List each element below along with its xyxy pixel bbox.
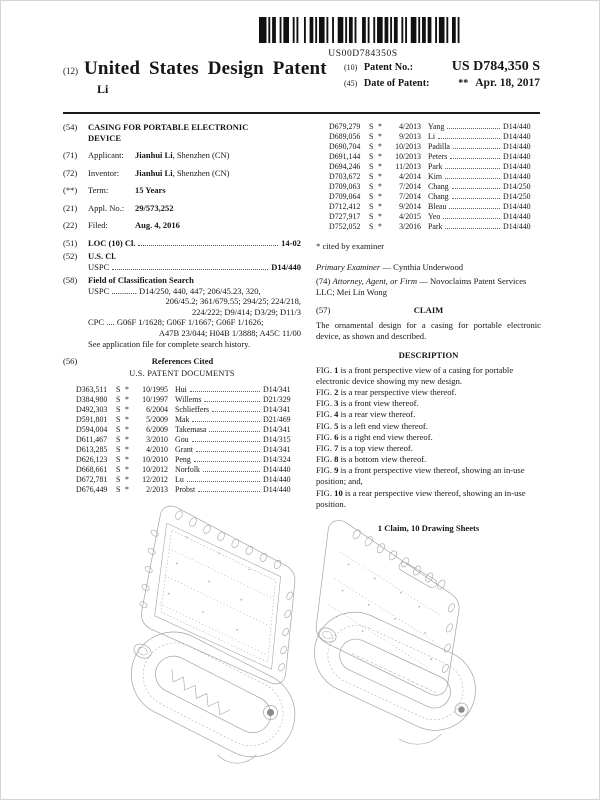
filed-row [63, 220, 301, 231]
ref-num: D712,412 [329, 202, 361, 212]
ref-class: D14/250 [503, 192, 531, 202]
figure-description: FIG. 5 is a left end view thereof. [316, 420, 428, 431]
ref-num: D613,285 [76, 444, 108, 454]
ref-kind: S [116, 454, 121, 464]
ref-date: 12/2012 [142, 475, 168, 485]
ref-class: D14/440 [503, 202, 531, 212]
ref-kind: S [116, 485, 121, 495]
figure-description: FIG. 1 is a front perspective view of a casing for portable electronic device showing my new design. [316, 364, 514, 386]
ref-star: * [125, 485, 129, 495]
figure-prefix: FIG. [316, 465, 335, 476]
ref-kind: S [116, 414, 121, 424]
ref-star: * [125, 404, 129, 414]
primary-examiner-line [316, 262, 541, 273]
ref-kind: S [369, 132, 374, 142]
inventor-location: , Shenzhen (CN) [172, 167, 230, 178]
ref-name: Chang [428, 192, 449, 202]
barcode-svg [259, 17, 467, 43]
ref-star: * [378, 222, 382, 232]
ref-star: * [125, 424, 129, 434]
figure-description: FIG. 6 is a right end view thereof. [316, 431, 433, 442]
figure-prefix: FIG. [316, 398, 335, 409]
uspc-value: D14/440 [271, 261, 301, 272]
ref-num: D626,123 [76, 454, 108, 464]
field-search-line: 206/45.2; 361/679.55; 294/25; 224/218, [165, 296, 301, 307]
figure-number: 9 [334, 465, 339, 476]
references-heading-row [63, 356, 301, 367]
ref-date: 10/2013 [395, 152, 421, 162]
figure-prefix: FIG. [316, 387, 335, 398]
field-tag-51: (51) [63, 237, 78, 248]
dotted-leader [204, 401, 260, 402]
invention-title-row [63, 122, 301, 143]
inventor-label: Inventor: [88, 167, 120, 178]
ref-name: Hui [175, 384, 187, 394]
table-row [316, 122, 541, 132]
ref-star: * [378, 212, 382, 222]
figure-number: 3 [334, 398, 339, 409]
table-row [63, 415, 301, 425]
applicant-name: Jianhui Li [135, 150, 173, 161]
table-row [63, 395, 301, 405]
ref-class: D14/324 [263, 454, 291, 464]
ref-date: 3/2016 [399, 222, 421, 232]
ref-num: D384,980 [76, 394, 108, 404]
figure-number: 1 [334, 364, 339, 375]
page-title: United States Design Patent [84, 58, 327, 79]
dotted-leader [445, 168, 500, 169]
ref-class: D21/329 [263, 394, 291, 404]
dotted-leader [443, 218, 500, 219]
ref-name: Chang [428, 182, 449, 192]
figure-drawing-rear-perspective [300, 512, 497, 759]
dotted-leader [452, 188, 500, 189]
ref-class: D14/341 [263, 404, 291, 414]
figure-number: 6 [334, 431, 339, 442]
dotted-leader [112, 269, 268, 270]
ref-class: D14/440 [503, 122, 531, 131]
ref-name: Li [428, 132, 436, 142]
ref-name: Peng [175, 454, 191, 464]
ref-name: Park [428, 222, 443, 232]
ref-class: D14/341 [263, 384, 291, 394]
dotted-leader [450, 158, 500, 159]
appl-no-value: 29/573,252 [135, 202, 174, 213]
ref-class: D14/440 [503, 132, 531, 142]
ref-num: D676,449 [76, 485, 108, 495]
ref-date: 9/2014 [399, 202, 421, 212]
table-row [63, 455, 301, 465]
field-tag-74: (74) [316, 275, 331, 286]
inventor-surname: Li [97, 81, 109, 96]
table-row [63, 445, 301, 455]
ref-star: * [125, 444, 129, 454]
ref-star: * [378, 192, 382, 202]
table-row [63, 475, 301, 485]
field-of-search-row [63, 275, 301, 349]
ref-name: Willems [175, 394, 202, 404]
ref-num: D709,063 [329, 182, 361, 192]
ref-date: 2/2013 [146, 485, 168, 495]
figure-drawing-front-perspective [98, 503, 300, 775]
term-row [63, 185, 301, 196]
ref-name: Park [428, 162, 443, 172]
ref-star: * [378, 142, 382, 152]
ref-kind: S [369, 162, 374, 172]
dotted-leader [192, 441, 260, 442]
ref-class: D14/440 [503, 172, 531, 182]
invention-title: CASING FOR PORTABLE ELECTRONIC DEVICE [88, 122, 249, 143]
left-column [63, 122, 301, 534]
ref-star: * [378, 172, 382, 182]
field-of-search-label: Field of Classification Search [88, 275, 194, 286]
ref-star: * [125, 384, 129, 394]
field-tag-56: (56) [63, 356, 78, 367]
ref-name: Schlieffers [175, 404, 210, 414]
header-right [344, 59, 540, 97]
figure-description: FIG. 9 is a front perspective view thereof, showing an in-use position; and, [316, 465, 525, 487]
ref-star: * [378, 162, 382, 172]
appl-no-label: Appl. No.: [88, 202, 125, 213]
field-tag-71: (71) [63, 150, 78, 161]
filed-value: Aug. 4, 2016 [135, 220, 180, 231]
ref-kind: S [369, 172, 374, 182]
field-search-line: A47B 23/044; H04B 1/3888; A45C 11/00 [158, 327, 301, 338]
ref-num: D691,144 [329, 152, 361, 162]
table-row [316, 172, 541, 182]
ref-kind: S [116, 424, 121, 434]
table-row [63, 435, 301, 445]
uscl-label: U.S. Cl. [88, 251, 116, 262]
loc-label: LOC (10) Cl. [88, 237, 136, 248]
table-row [63, 385, 301, 395]
table-row [316, 152, 541, 162]
ref-class: D14/250 [503, 182, 531, 192]
ref-kind: S [116, 464, 121, 474]
figure-description: FIG. 3 is a front view thereof. [316, 398, 419, 409]
ref-class: D14/440 [503, 222, 531, 232]
ref-star: * [378, 152, 382, 162]
figure-number: 5 [334, 420, 339, 431]
ref-class: D14/341 [263, 424, 291, 434]
ref-kind: S [116, 404, 121, 414]
dotted-leader [209, 431, 260, 432]
dotted-leader [138, 245, 278, 246]
ref-name: Peters [428, 152, 448, 162]
table-row [63, 405, 301, 415]
term-label: Term: [88, 185, 109, 196]
header-divider [63, 112, 540, 114]
dotted-leader [445, 178, 500, 179]
ref-name: Lu [175, 475, 184, 485]
ref-num: D709,064 [329, 192, 361, 202]
loc-class-row [63, 238, 301, 249]
ref-date: 6/2009 [146, 424, 168, 434]
table-row [63, 485, 301, 495]
ref-date: 10/2010 [142, 454, 168, 464]
attorney-label: Attorney, Agent, or Firm [332, 275, 418, 286]
body-columns [63, 122, 541, 534]
table-row [63, 425, 301, 435]
field-tag-22: (22) [63, 220, 78, 231]
field-tag-term: (**) [63, 185, 78, 196]
applicant-row [63, 150, 301, 161]
ref-num: D591,801 [76, 414, 108, 424]
loc-value: 14-02 [281, 237, 301, 248]
drawing-sheets-note: 1 Claim, 10 Drawing Sheets [377, 522, 480, 533]
ref-kind: S [369, 202, 374, 212]
dotted-leader [192, 421, 260, 422]
ref-class: D14/440 [263, 464, 291, 474]
ref-date: 7/2014 [399, 192, 421, 202]
right-column [316, 122, 541, 534]
ref-num: D679,279 [329, 122, 361, 131]
header-left [63, 59, 327, 97]
examiner-label: Primary Examiner [316, 261, 381, 272]
table-row [316, 142, 541, 152]
barcode [259, 17, 467, 59]
dotted-leader [445, 228, 500, 229]
claim-heading-row [316, 305, 541, 316]
ref-class: D21/469 [263, 414, 291, 424]
dotted-leader [212, 411, 260, 412]
ref-class: D14/341 [263, 444, 291, 454]
ref-date: 10/2013 [395, 142, 421, 152]
ref-star: * [125, 464, 129, 474]
ref-star: * [378, 132, 382, 142]
ref-name: Gou [175, 434, 189, 444]
field-search-line: USPC ............ D14/250, 440, 447; 206/45.23, 320, [88, 285, 261, 296]
dotted-leader [452, 198, 500, 199]
header [63, 59, 540, 97]
table-row [316, 132, 541, 142]
field-search-line: 224/222; D9/414; D3/29; D11/3 [191, 306, 301, 317]
figure-description: FIG. 8 is a bottom view thereof. [316, 454, 427, 465]
ref-num: D363,511 [76, 384, 108, 394]
ref-name: Yeo [428, 212, 441, 222]
cited-by-examiner-note: * cited by examiner [316, 241, 385, 252]
patent-no-tag: (10) [344, 63, 358, 72]
table-row [316, 222, 541, 232]
ref-kind: S [369, 212, 374, 222]
attorney-line [316, 276, 541, 298]
figure-prefix: FIG. [316, 420, 335, 431]
ref-num: D611,467 [76, 434, 108, 444]
field-lines [88, 286, 301, 349]
ref-date: 4/2010 [146, 444, 168, 454]
ref-num: D703,672 [329, 172, 361, 182]
ref-kind: S [369, 122, 374, 131]
ref-name: Mak [175, 414, 190, 424]
figure-number: 7 [334, 442, 339, 453]
ref-class: D14/440 [503, 212, 531, 222]
ref-star: * [125, 394, 129, 404]
ref-class: D14/440 [503, 162, 531, 172]
ref-class: D14/440 [263, 485, 291, 495]
ref-num: D492,303 [76, 404, 108, 414]
us-class-row [63, 251, 301, 272]
dotted-leader [198, 491, 260, 492]
ref-date: 10/2012 [142, 464, 168, 474]
date-label: Date of Patent: [363, 78, 430, 89]
figure-list [316, 365, 541, 510]
figure-number: 8 [334, 454, 339, 465]
ref-name: Grant [175, 444, 193, 454]
ref-num: D727,917 [329, 212, 361, 222]
field-tag-57: (57) [316, 305, 331, 316]
ref-star: * [378, 202, 382, 212]
ref-class: D14/315 [263, 434, 291, 444]
ref-kind: S [116, 444, 121, 454]
dotted-leader [187, 481, 260, 482]
figure-prefix: FIG. [316, 454, 335, 465]
ref-name: Takemasa [175, 424, 207, 434]
ref-date: 11/2013 [395, 162, 421, 172]
dotted-leader [196, 451, 260, 452]
patent-date: Apr. 18, 2017 [475, 77, 540, 89]
table-row [316, 212, 541, 222]
ref-num: D668,661 [76, 464, 108, 474]
ref-date: 10/1995 [142, 384, 168, 394]
figure-description: FIG. 10 is a rear perspective view thereof, showing an in-use position. [316, 487, 526, 509]
ref-kind: S [369, 182, 374, 192]
ref-name: Probst [175, 485, 196, 495]
ref-num: D672,781 [76, 475, 108, 485]
ref-date: 6/2004 [146, 404, 168, 414]
date-tag: (45) [344, 79, 358, 88]
filed-label: Filed: [88, 220, 108, 231]
refs-table-left [63, 385, 301, 495]
table-row [316, 162, 541, 172]
dotted-leader [190, 391, 260, 392]
figure-prefix: FIG. [316, 409, 335, 420]
patent-number: US D784,350 S [451, 59, 540, 74]
field-tag-72: (72) [63, 167, 78, 178]
refs-table-right [316, 122, 541, 232]
figure-description: FIG. 7 is a top view thereof. [316, 442, 413, 453]
figure-number: 4 [334, 409, 339, 420]
ref-name: Norfolk [175, 464, 200, 474]
ref-kind: S [369, 152, 374, 162]
date-prefix: ** [458, 78, 469, 89]
ref-class: D14/440 [263, 475, 291, 485]
ref-num: D694,246 [329, 162, 361, 172]
applicant-label: Applicant: [88, 150, 124, 161]
ref-date: 4/2014 [399, 172, 421, 182]
ref-date: 4/2015 [399, 212, 421, 222]
dotted-leader [438, 138, 500, 139]
patent-no-label: Patent No.: [363, 62, 414, 73]
ref-date: 9/2013 [399, 132, 421, 142]
doc-type-tag: (12) [63, 66, 78, 76]
field-tag-21: (21) [63, 202, 78, 213]
ref-num: D689,056 [329, 132, 361, 142]
claim-heading: CLAIM [413, 305, 444, 316]
ref-date: 4/2013 [399, 122, 421, 131]
ref-num: D690,704 [329, 142, 361, 152]
inventor-row [63, 168, 301, 179]
ref-date: 5/2009 [146, 414, 168, 424]
references-heading: References Cited [151, 356, 214, 367]
ref-name: Padilla [428, 142, 450, 152]
ref-star: * [378, 122, 382, 131]
ref-kind: S [369, 222, 374, 232]
ref-kind: S [116, 384, 121, 394]
ref-kind: S [116, 394, 121, 404]
appl-no-row [63, 203, 301, 214]
table-row [63, 465, 301, 475]
ref-star: * [378, 182, 382, 192]
figure-prefix: FIG. [316, 431, 335, 442]
ref-name: Kim [428, 172, 443, 182]
ref-date: 7/2014 [399, 182, 421, 192]
dotted-leader [194, 461, 260, 462]
term-value: 15 Years [135, 185, 166, 196]
field-tag-52: (52) [63, 251, 78, 262]
field-tag-54: (54) [63, 122, 78, 132]
ref-num: D752,052 [329, 222, 361, 232]
ref-kind: S [116, 475, 121, 485]
figure-number: 10 [334, 487, 343, 498]
ref-class: D14/440 [503, 152, 531, 162]
uspc-label: USPC [88, 261, 110, 272]
examiner-name: — Cynthia Underwood [382, 261, 464, 272]
barcode-text: US00D784350S [328, 49, 398, 59]
ref-star: * [125, 475, 129, 485]
applicant-location: , Shenzhen (CN) [172, 150, 230, 161]
ref-date: 3/2010 [146, 434, 168, 444]
figure-number: 2 [334, 387, 339, 398]
field-search-line: See application file for complete search history. [88, 338, 251, 349]
table-row [316, 202, 541, 212]
inventor-name: Jianhui Li [135, 167, 173, 178]
field-tag-58: (58) [63, 275, 78, 286]
claim-text: The ornamental design for a casing for portable electronic device, as shown and described. [316, 320, 541, 342]
references-subheading: U.S. PATENT DOCUMENTS [129, 368, 235, 378]
table-row [316, 192, 541, 202]
ref-star: * [125, 454, 129, 464]
dotted-leader [453, 148, 500, 149]
ref-class: D14/440 [503, 142, 531, 152]
ref-date: 10/1997 [142, 394, 168, 404]
ref-num: D594,004 [76, 424, 108, 434]
ref-kind: S [369, 192, 374, 202]
dotted-leader [203, 471, 260, 472]
ref-star: * [125, 434, 129, 444]
figure-prefix: FIG. [316, 487, 335, 498]
ref-star: * [125, 414, 129, 424]
field-search-line: CPC .... G06F 1/1628; G06F 1/1667; G06F 1/1626; [88, 317, 264, 328]
figure-prefix: FIG. [316, 364, 335, 375]
ref-name: Bleau [428, 202, 447, 212]
figure-description: FIG. 4 is a rear view thereof. [316, 409, 416, 420]
figure-description: FIG. 2 is a rear perspective view thereof. [316, 387, 457, 398]
ref-kind: S [369, 142, 374, 152]
description-heading-row [316, 350, 541, 361]
table-row [316, 182, 541, 192]
ref-kind: S [116, 434, 121, 444]
figure-prefix: FIG. [316, 442, 335, 453]
dotted-leader [447, 128, 500, 129]
description-heading: DESCRIPTION [398, 349, 459, 360]
ref-name: Yang [428, 122, 445, 131]
dotted-leader [449, 208, 500, 209]
attorney-name: — Novoclaims Patent Services LLC; Mei Lin Wong [316, 275, 527, 297]
